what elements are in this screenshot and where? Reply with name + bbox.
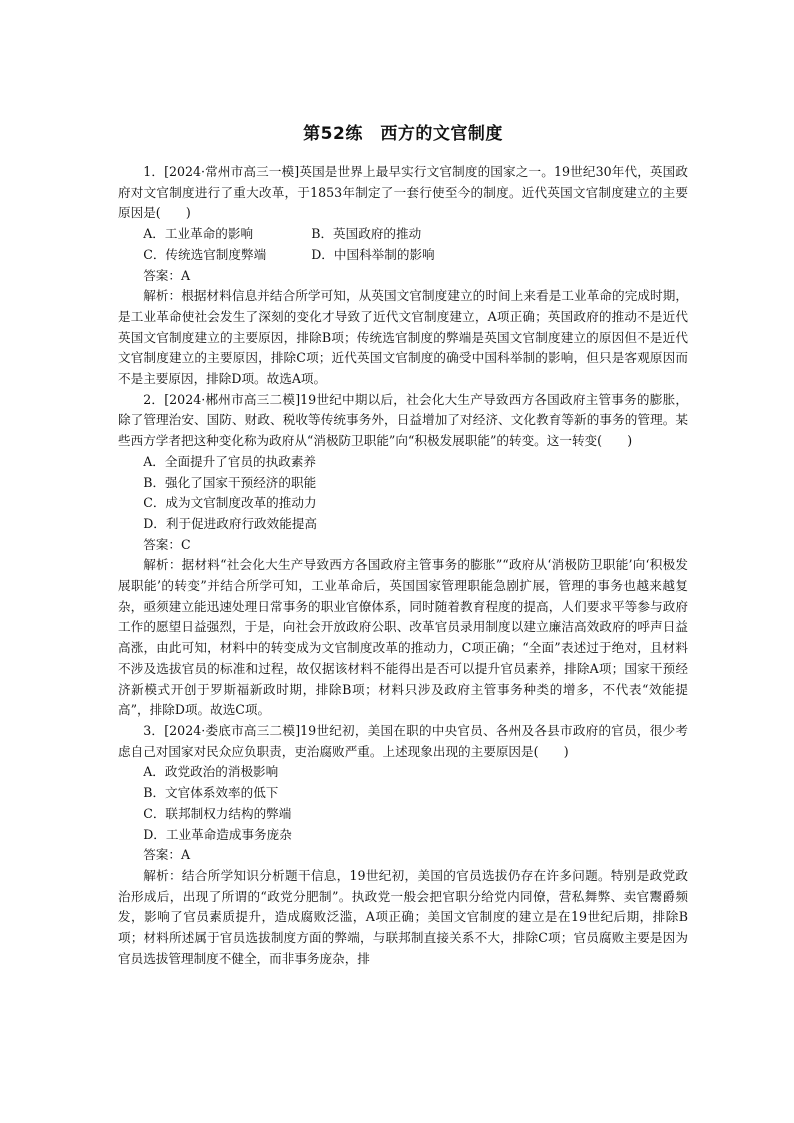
question-1-option-c: C．传统选官制度弊端 xyxy=(143,246,267,262)
question-1-answer: 答案：A xyxy=(143,267,191,283)
question-3-option-d: D．工业革命造成事务庞杂 xyxy=(143,826,292,842)
question-1-options-row-2 xyxy=(118,245,688,266)
question-3-option-a: A．政党政治的消极影响 xyxy=(143,764,279,780)
question-1-options-row-1 xyxy=(118,224,688,245)
question-3-answer: 答案：A xyxy=(143,847,191,863)
question-3-stem: 3．[2024·娄底市高三二模]19世纪初，美国在职的中央官员、各州及各县市政府的官员，很少考虑自己对国家对民众应负职责，吏治腐败严重。上述现象出现的主要原因是( ) xyxy=(118,722,688,759)
question-2 xyxy=(118,390,688,721)
question-2-analysis: 解析：据材料“社会化大生产导致西方各国政府主管事务的膨胀”“政府从‘消极防卫职能’向‘积极发展职能’的转变”并结合所学可知，工业革命后，英国国家管理职能急剧扩展，管理的事务也越来越复杂，亟须建立能迅速处理日常事务的职业官僚体系，同时随着教育程度的提高，人们要求平等参与政府工作的愿望日益强烈，于是，向社会开放政府公职、改革官员录用制度以建立廉洁高效政府的呼声日益高涨，由此可知，材料中的转变成为文官制度改革的推动力，C项正确；“全面”表述过于绝对，且材料不涉及选拔官员的标准和过程，故仅据该材料不能得出是否可以提升官员素养，排除A项；国家干预经济新模式开创于罗斯福新政时期，排除B项；材料只涉及政府主管事务种类的增多，不代表“效能提高”，排除D项。故选C项。 xyxy=(118,557,688,718)
question-1-option-b: B．英国政府的推动 xyxy=(311,226,422,242)
question-1-option-d: D．中国科举制的影响 xyxy=(311,246,435,262)
question-3-option-c: C．联邦制权力结构的弊端 xyxy=(143,805,292,821)
document-page xyxy=(118,118,688,969)
question-3-option-b: B．文官体系效率的低下 xyxy=(143,785,279,801)
question-3 xyxy=(118,721,688,969)
question-1-analysis: 解析：根据材料信息并结合所学可知，从英国文官制度建立的时间上来看是工业革命的完成时期，是工业革命使社会发生了深刻的变化才导致了近代文官制度建立，A项正确；英国政府的推动不是近代英国文官制度建立的主要原因，排除B项；传统选官制度的弊端是英国文官制度建立的原因但不是近代文官制度建立的主要原因，排除C项；近代英国文官制度的确受中国科举制的影响，但只是客观原因而不是主要原因，排除D项。故选A项。 xyxy=(118,288,688,387)
question-2-option-d: D．利于促进政府行政效能提高 xyxy=(143,515,318,531)
question-2-option-b: B．强化了国家干预经济的职能 xyxy=(143,474,317,490)
page-title: 第52练 西方的文官制度 xyxy=(303,124,503,144)
question-2-answer: 答案：C xyxy=(143,536,191,552)
question-1 xyxy=(118,162,688,390)
question-2-option-c: C．成为文官制度改革的推动力 xyxy=(143,495,317,511)
question-1-stem: 1．[2024·常州市高三一模]英国是世界上最早实行文官制度的国家之一。19世纪30年代，英国政府对文官制度进行了重大改革，于1853年制定了一套行使至今的制度。近代英国文官制度建立的主要原因是( ) xyxy=(118,164,688,221)
question-2-stem: 2．[2024·郴州市高三二模]19世纪中期以后，社会化大生产导致西方各国政府主管事务的膨胀，除了管理治安、国防、财政、税收等传统事务外，日益增加了对经济、文化教育等新的事务的管理。某些西方学者把这种变化称为政府从“消极防卫职能”向“积极发展职能”的转变。这一转变( ) xyxy=(118,391,688,449)
question-1-option-a: A．工业革命的影响 xyxy=(143,226,254,242)
question-3-analysis: 解析：结合所学知识分析题干信息，19世纪初，美国的官员选拔仍存在许多问题。特别是政党政治形成后，出现了所谓的“政党分肥制”。执政党一般会把官职分给党内同僚，营私舞弊、卖官鬻爵频发，影响了官员素质提升，造成腐败泛滥，A项正确；美国文官制度的建立是在19世纪后期，排除B项；材料所述属于官员选拔制度方面的弊端，与联邦制直接关系不大，排除C项；官员腐败主要是因为官员选拔管理制度不健全，而非事务庞杂，排 xyxy=(118,867,688,966)
question-2-option-a: A．全面提升了官员的执政素养 xyxy=(143,453,317,469)
